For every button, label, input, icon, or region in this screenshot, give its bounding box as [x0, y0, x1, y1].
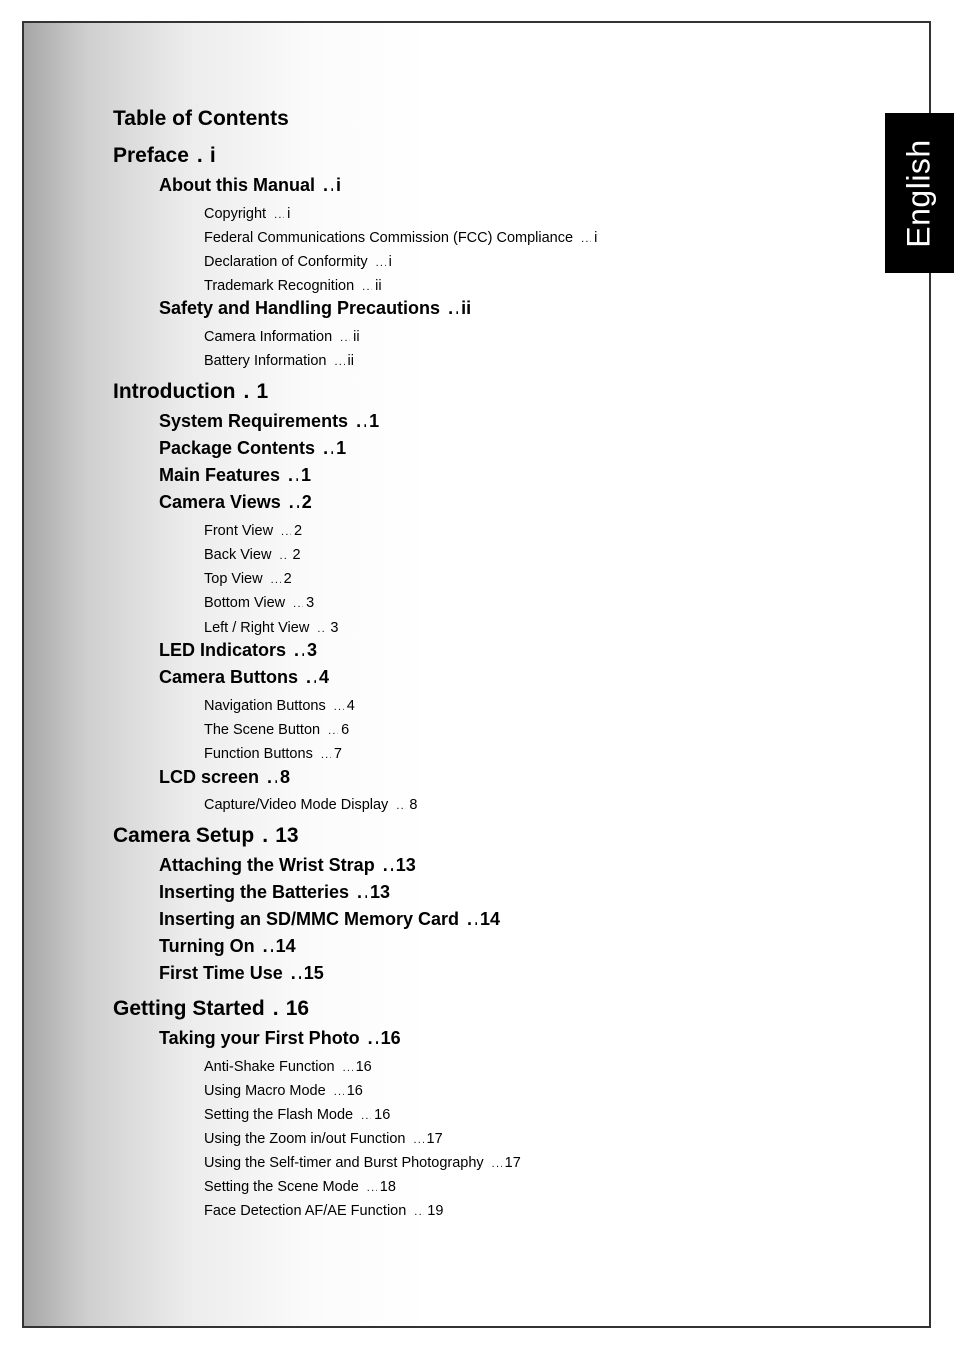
dot-leader — [467, 909, 477, 930]
toc-entry-page: 14 — [480, 909, 501, 929]
toc-entry-label: Inserting the Batteries — [159, 882, 350, 902]
toc-entry-label: Camera Setup — [113, 824, 255, 847]
dot-leader — [291, 963, 301, 984]
dot-leader — [343, 1059, 353, 1075]
toc-entry-page: 19 — [427, 1203, 444, 1219]
toc-entry-page: 3 — [307, 640, 318, 660]
dot-leader — [383, 855, 393, 876]
toc-entry-label: Setting the Scene Mode — [204, 1179, 359, 1195]
toc-entry-page: 1 — [301, 465, 312, 485]
toc-entry-page: 7 — [333, 746, 342, 762]
toc-entry-page: 2 — [283, 571, 292, 587]
toc-entry-label: Federal Communications Commission (FCC) Compliance — [204, 230, 574, 246]
toc-entry-label: Declaration of Conformity — [204, 254, 368, 270]
toc-entry-label: Front View — [204, 523, 274, 539]
toc-entry-page: 17 — [426, 1131, 443, 1147]
toc-entry-label: Anti-Shake Function — [204, 1059, 335, 1075]
dot-leader — [271, 571, 281, 587]
toc-title: Table of Contents — [113, 107, 289, 130]
dot-leader — [293, 595, 303, 611]
dot-leader — [340, 329, 350, 345]
toc-entry-label: About this Manual — [159, 175, 315, 195]
toc-entry-label: Using the Zoom in/out Function — [204, 1131, 406, 1147]
toc-entry-page: 18 — [379, 1179, 396, 1195]
toc-entry-page: 1 — [256, 380, 269, 403]
toc-entry-page: ii — [347, 353, 354, 369]
dot-leader — [414, 1131, 424, 1147]
dot-leader — [492, 1155, 502, 1171]
toc-entry-page: 16 — [380, 1028, 401, 1048]
dot-leader — [334, 698, 344, 714]
dot-leader — [361, 1107, 371, 1123]
toc-entry-label: Main Features — [159, 465, 281, 485]
toc-entry-label: Camera Information — [204, 329, 333, 345]
toc-entry-label: Turning On — [159, 936, 255, 956]
toc-entry-page: 16 — [346, 1083, 363, 1099]
dot-leader — [262, 824, 272, 848]
dot-leader — [274, 206, 284, 222]
dot-leader — [335, 353, 345, 369]
toc-entry-page: 16 — [355, 1059, 372, 1075]
toc-entry-page: i — [209, 144, 216, 167]
toc-entry-label: Inserting an SD/MMC Memory Card — [159, 909, 460, 929]
toc-entry-label: Trademark Recognition — [204, 278, 355, 294]
toc-entry-label: LCD screen — [159, 767, 260, 787]
toc-entry-page: 16 — [374, 1107, 391, 1123]
toc-entry-page: 17 — [504, 1155, 521, 1171]
toc-entry-label: Using Macro Mode — [204, 1083, 326, 1099]
toc-entry-page: ii — [375, 278, 382, 294]
toc-entry-label: Using the Self-timer and Burst Photography — [204, 1155, 484, 1171]
toc-entry-label: Attaching the Wrist Strap — [159, 855, 375, 875]
toc-entry-label: Top View — [204, 571, 263, 587]
dot-leader — [357, 882, 367, 903]
toc-entry-page: 13 — [275, 824, 299, 847]
toc-entry-label: Function Buttons — [204, 746, 313, 762]
dot-leader — [323, 175, 333, 196]
toc-entry-page: 4 — [346, 698, 355, 714]
toc-entry-page: 15 — [303, 963, 324, 983]
toc-entry-label: System Requirements — [159, 411, 349, 431]
toc-entry-label: Face Detection AF/AE Function — [204, 1203, 407, 1219]
dot-leader — [376, 254, 386, 270]
toc-entry-label: Setting the Flash Mode — [204, 1107, 354, 1123]
dot-leader — [581, 230, 591, 246]
toc-entry-page: 16 — [285, 997, 310, 1020]
toc-entry-label: Getting Started — [113, 997, 265, 1020]
toc-entry-page: 1 — [336, 438, 347, 458]
toc-entry-label: Camera Buttons — [159, 667, 299, 687]
dot-leader — [367, 1179, 377, 1195]
dot-leader — [294, 640, 304, 661]
dot-leader — [243, 380, 253, 404]
toc-entry-page: 13 — [370, 882, 391, 902]
dot-leader — [317, 620, 327, 636]
toc-entry-page: 6 — [341, 722, 350, 738]
dot-leader — [396, 797, 406, 813]
toc-entry-label: Back View — [204, 547, 272, 563]
dot-leader — [306, 667, 316, 688]
toc-entry-label: Camera Views — [159, 492, 281, 512]
toc-entry-page: 4 — [319, 667, 330, 687]
dot-leader — [328, 722, 338, 738]
toc-entry-label: Bottom View — [204, 595, 286, 611]
dot-leader — [323, 438, 333, 459]
toc-entry-page: 13 — [395, 855, 416, 875]
dot-leader — [448, 298, 458, 319]
dot-leader — [263, 936, 273, 957]
toc-entry-page: 3 — [306, 595, 315, 611]
toc-entry-page: 2 — [301, 492, 312, 512]
toc-entry-page: 14 — [275, 936, 296, 956]
toc-entry-label: First Time Use — [159, 963, 283, 983]
dot-leader — [288, 465, 298, 486]
toc-entry-page: 3 — [330, 620, 339, 636]
toc-entry-label: The Scene Button — [204, 722, 321, 738]
toc-entry-label: Copyright — [204, 206, 267, 222]
toc-entry-label: Preface — [113, 144, 189, 167]
dot-leader — [362, 278, 372, 294]
toc-entry-page: ii — [353, 329, 360, 345]
dot-leader — [321, 746, 331, 762]
toc-entry-label: Package Contents — [159, 438, 316, 458]
toc-entry-page: 2 — [292, 547, 301, 563]
toc-entry-page: 8 — [280, 767, 291, 787]
language-tab — [885, 113, 954, 273]
toc-entry-label: LED Indicators — [159, 640, 287, 660]
toc-entry-page: 8 — [409, 797, 418, 813]
toc-entry-page: 1 — [369, 411, 380, 431]
toc-entry-label: Battery Information — [204, 353, 327, 369]
dot-leader — [267, 767, 277, 788]
dot-leader — [368, 1028, 378, 1049]
dot-leader — [197, 144, 207, 168]
toc-entry-label: Taking your First Photo — [159, 1028, 360, 1048]
toc-entry-page: i — [287, 206, 291, 222]
toc-entry-label: Introduction — [113, 380, 236, 403]
dot-leader — [273, 997, 283, 1021]
toc-entry-label: Safety and Handling Precautions — [159, 298, 441, 318]
toc-entry-label: Navigation Buttons — [204, 698, 326, 714]
dot-leader — [289, 492, 299, 513]
language-tab-label: English — [901, 138, 938, 248]
dot-leader — [356, 411, 366, 432]
dot-leader — [334, 1083, 344, 1099]
dot-leader — [279, 547, 289, 563]
toc-entry-label: Left / Right View — [204, 620, 310, 636]
toc-entry-page: i — [388, 254, 392, 270]
toc-entry-label: Capture/Video Mode Display — [204, 797, 389, 813]
dot-leader — [281, 523, 291, 539]
toc-entry-page: ii — [461, 298, 472, 318]
toc-entry-page: i — [594, 230, 598, 246]
dot-leader — [414, 1203, 424, 1219]
toc-entry-page: 2 — [294, 523, 303, 539]
toc-entry-page: i — [336, 175, 342, 195]
